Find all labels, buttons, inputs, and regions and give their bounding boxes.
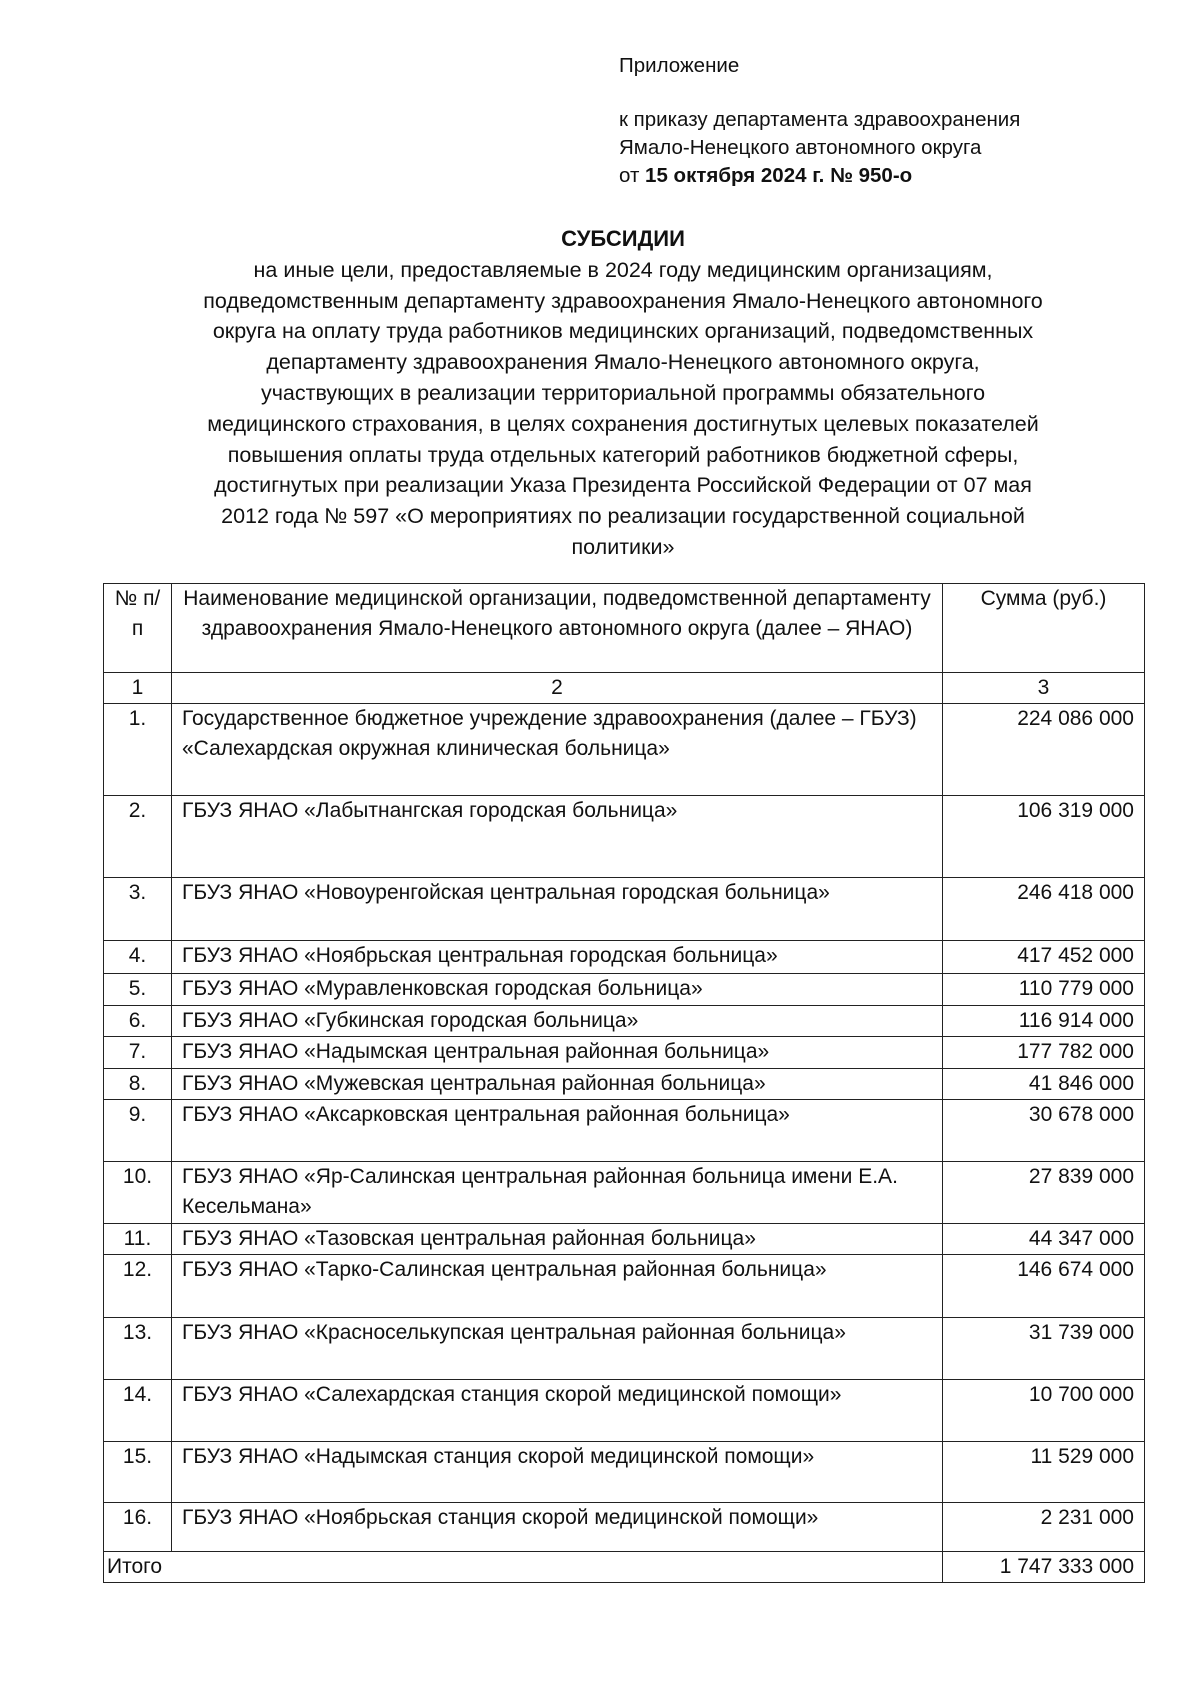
column-header-number: № п/п [104, 584, 172, 673]
subtitle-line: 2012 года № 597 «О мероприятиях по реализации государственной социальной [221, 504, 1025, 529]
subsidy-amount: 11 529 000 [943, 1442, 1145, 1503]
organization-name: ГБУЗ ЯНАО «Ноябрьская станция скорой медицинской помощи» [172, 1503, 943, 1552]
column-header-sum: Сумма (руб.) [943, 584, 1145, 673]
table-row [104, 1318, 1145, 1380]
column-index: 1 [104, 673, 172, 704]
row-number: 11. [104, 1224, 172, 1255]
row-number: 2. [104, 796, 172, 878]
subtitle-line: подведомственным департаменту здравоохранения Ямало-Ненецкого автономного [203, 288, 1043, 313]
organization-name: ГБУЗ ЯНАО «Красноселькупская центральная районная больница» [172, 1318, 943, 1380]
column-index: 2 [172, 673, 943, 704]
organization-name: ГБУЗ ЯНАО «Аксарковская центральная районная больница» [172, 1100, 943, 1162]
table-header-row [104, 584, 1145, 673]
organization-name: ГБУЗ ЯНАО «Яр-Салинская центральная районная больница имени Е.А. Кесельмана» [172, 1162, 943, 1224]
row-number: 9. [104, 1100, 172, 1162]
table-row [104, 1503, 1145, 1552]
total-amount: 1 747 333 000 [943, 1552, 1145, 1583]
row-number: 16. [104, 1503, 172, 1552]
subtitle-line: политики» [571, 534, 675, 559]
subtitle-line: медицинского страхования, в целях сохранения достигнутых целевых показателей [207, 411, 1039, 436]
table-row [104, 941, 1145, 974]
row-number: 1. [104, 704, 172, 796]
table-row [104, 1100, 1145, 1162]
organization-name: Государственное бюджетное учреждение здравоохранения (далее – ГБУЗ) «Салехардская окружная клиническая больница» [172, 704, 943, 796]
table-row [104, 1069, 1145, 1100]
subtitle-line: участвующих в реализации территориальной программы обязательного [260, 380, 986, 405]
table-row [104, 1380, 1145, 1442]
subsidy-amount: 27 839 000 [943, 1162, 1145, 1224]
order-date-line [619, 162, 1020, 190]
order-date-number: 15 октября 2024 г. № 950-о [645, 164, 913, 187]
row-number: 14. [104, 1380, 172, 1442]
subsidy-amount: 41 846 000 [943, 1069, 1145, 1100]
document-title-block [103, 224, 1143, 563]
row-number: 5. [104, 974, 172, 1006]
organization-name: ГБУЗ ЯНАО «Салехардская станция скорой медицинской помощи» [172, 1380, 943, 1442]
total-label: Итого [104, 1552, 943, 1583]
organization-name: ГБУЗ ЯНАО «Ноябрьская центральная городская больница» [172, 941, 943, 974]
subtitle-line: на иные цели, предоставляемые в 2024 году медицинским организациям, [253, 257, 993, 282]
order-prefix: от [619, 164, 646, 187]
document-title: СУБСИДИИ [561, 226, 685, 251]
row-number: 10. [104, 1162, 172, 1224]
table-row [104, 796, 1145, 878]
subtitle-line: повышения оплаты труда отдельных категорий работников бюджетной сферы, [227, 442, 1019, 467]
row-number: 4. [104, 941, 172, 974]
organization-name: ГБУЗ ЯНАО «Тазовская центральная районная больница» [172, 1224, 943, 1255]
subtitle-line: департаменту здравоохранения Ямало-Ненецкого автономного округа, [266, 350, 980, 375]
row-number: 7. [104, 1037, 172, 1069]
table-row [104, 1255, 1145, 1318]
organization-name: ГБУЗ ЯНАО «Надымская центральная районная больница» [172, 1037, 943, 1069]
organization-name: ГБУЗ ЯНАО «Муравленковская городская больница» [172, 974, 943, 1006]
organization-name: ГБУЗ ЯНАО «Губкинская городская больница» [172, 1006, 943, 1037]
subsidy-amount: 417 452 000 [943, 941, 1145, 974]
table-row [104, 704, 1145, 796]
subsidy-amount: 10 700 000 [943, 1380, 1145, 1442]
subtitle-line: округа на оплату труда работников медицинских организаций, подведомственных [212, 319, 1034, 344]
organization-name: ГБУЗ ЯНАО «Лабытнангская городская больница» [172, 796, 943, 878]
subsidy-amount: 2 231 000 [943, 1503, 1145, 1552]
subsidies-table [103, 583, 1145, 1583]
subtitle-line: достигнутых при реализации Указа Президента Российской Федерации от 07 мая [214, 473, 1032, 498]
subsidy-amount: 116 914 000 [943, 1006, 1145, 1037]
order-reference-line-2: Ямало-Ненецкого автономного округа [619, 136, 982, 159]
subsidy-amount: 106 319 000 [943, 796, 1145, 878]
row-number: 3. [104, 878, 172, 941]
subsidy-amount: 224 086 000 [943, 704, 1145, 796]
table-row [104, 878, 1145, 941]
subsidy-amount: 44 347 000 [943, 1224, 1145, 1255]
subsidy-amount: 110 779 000 [943, 974, 1145, 1006]
organization-name: ГБУЗ ЯНАО «Надымская станция скорой медицинской помощи» [172, 1442, 943, 1503]
column-index-row [104, 673, 1145, 704]
subsidy-amount: 31 739 000 [943, 1318, 1145, 1380]
subsidy-amount: 146 674 000 [943, 1255, 1145, 1318]
organization-name: ГБУЗ ЯНАО «Тарко-Салинская центральная районная больница» [172, 1255, 943, 1318]
table-row [104, 1224, 1145, 1255]
order-reference-line-1: к приказу департамента здравоохранения [619, 108, 1021, 131]
subsidy-amount: 246 418 000 [943, 878, 1145, 941]
organization-name: ГБУЗ ЯНАО «Мужевская центральная районная больница» [172, 1069, 943, 1100]
table-row [104, 974, 1145, 1006]
total-row [104, 1552, 1145, 1583]
row-number: 8. [104, 1069, 172, 1100]
row-number: 6. [104, 1006, 172, 1037]
row-number: 13. [104, 1318, 172, 1380]
row-number: 12. [104, 1255, 172, 1318]
table-row [104, 1037, 1145, 1069]
appendix-label: Приложение [619, 54, 740, 77]
organization-name: ГБУЗ ЯНАО «Новоуренгойская центральная городская больница» [172, 878, 943, 941]
table-row [104, 1006, 1145, 1037]
column-header-organization: Наименование медицинской организации, подведомственной департаменту здравоохранения Ямало-Ненецкого автономного округа (далее – ЯНАО) [172, 584, 943, 673]
subsidy-amount: 30 678 000 [943, 1100, 1145, 1162]
subsidy-amount: 177 782 000 [943, 1037, 1145, 1069]
table-row [104, 1162, 1145, 1224]
row-number: 15. [104, 1442, 172, 1503]
table-row [104, 1442, 1145, 1503]
appendix-header [619, 52, 1020, 190]
column-index: 3 [943, 673, 1145, 704]
